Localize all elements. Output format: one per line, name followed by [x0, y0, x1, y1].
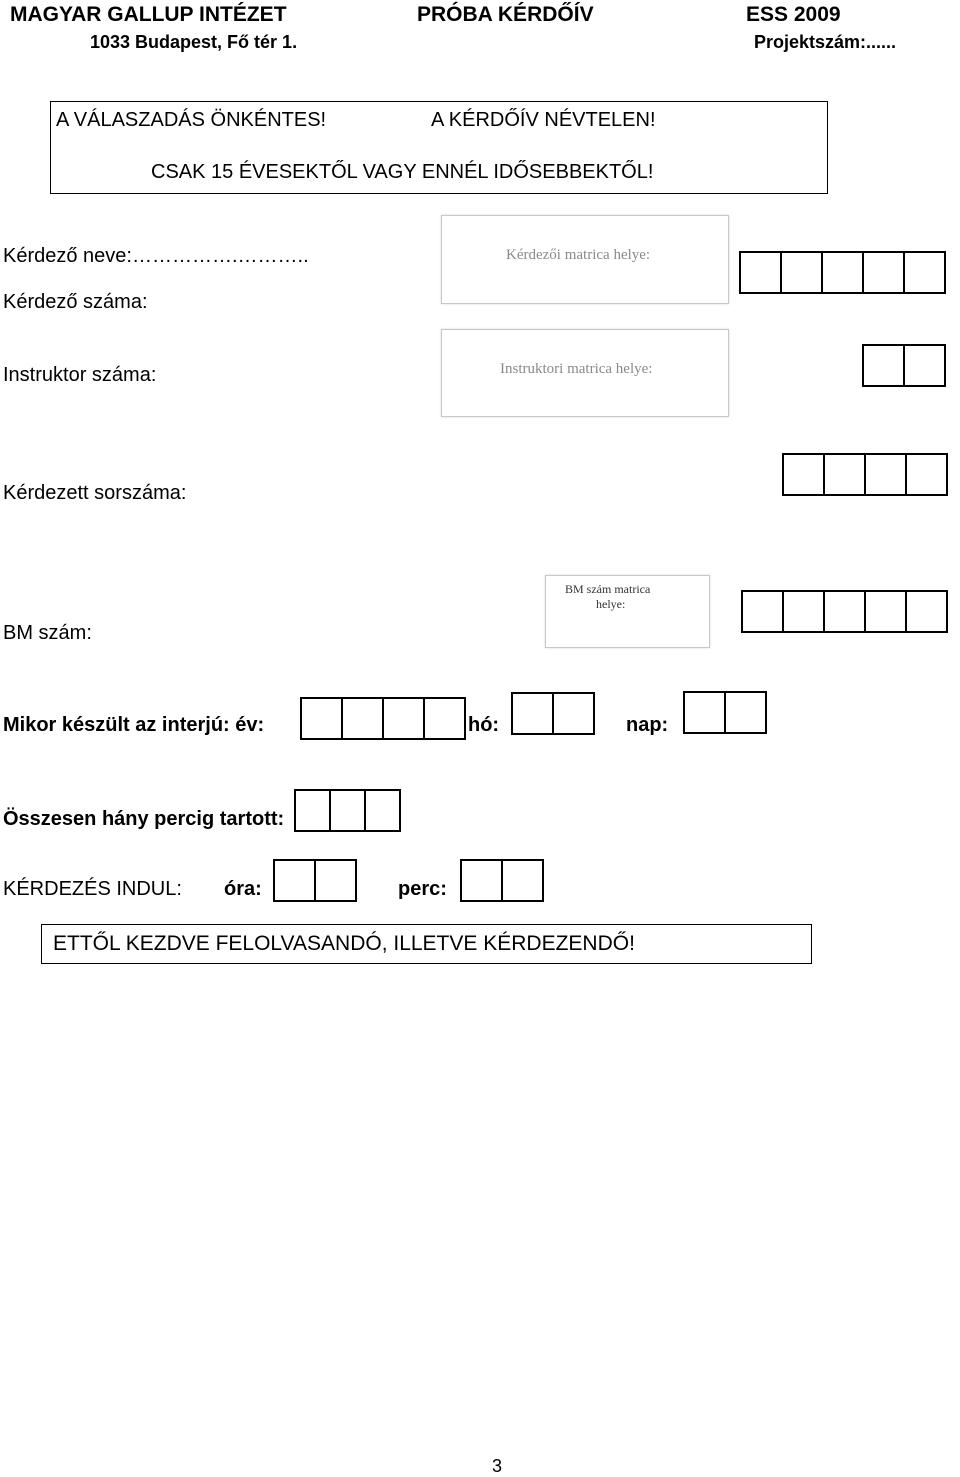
bm-number-label: BM szám: [3, 622, 92, 644]
digit-box[interactable] [903, 251, 946, 294]
project-number: Projektszám:...... [754, 32, 897, 52]
month-boxes [511, 692, 595, 735]
digit-box[interactable] [782, 590, 825, 633]
start-label: KÉRDEZÉS INDUL: [3, 878, 182, 900]
instructor-number-boxes [862, 344, 946, 387]
digit-box[interactable] [329, 789, 366, 832]
digit-box[interactable] [294, 789, 331, 832]
minute-boxes [460, 859, 544, 902]
notice-anonymous: A KÉRDŐÍV NÉVTELEN! [431, 109, 656, 131]
respondent-serial-label: Kérdezett sorszáma: [3, 482, 187, 504]
duration-label: Összesen hány percig tartott: [3, 808, 285, 830]
digit-box[interactable] [683, 691, 726, 734]
digit-box[interactable] [341, 697, 384, 740]
document-title: PRÓBA KÉRDŐÍV [417, 3, 594, 26]
bm-sticker-area [545, 575, 710, 648]
institute-name: MAGYAR GALLUP INTÉZET [10, 3, 287, 26]
digit-box[interactable] [382, 697, 425, 740]
hour-label: óra: [224, 878, 262, 900]
digit-box[interactable] [823, 453, 866, 496]
month-label: hó: [468, 714, 500, 736]
digit-box[interactable] [905, 453, 948, 496]
digit-box[interactable] [864, 590, 907, 633]
digit-box[interactable] [782, 453, 825, 496]
respondent-serial-boxes [782, 453, 948, 496]
digit-box[interactable] [862, 251, 905, 294]
read-aloud-instruction: ETTŐL KEZDVE FELOLVASANDÓ, ILLETVE KÉRDEZENDŐ! [41, 924, 812, 964]
bm-sticker-text-1: BM szám matrica [565, 582, 651, 596]
digit-box[interactable] [501, 859, 544, 902]
day-boxes [683, 691, 767, 734]
notice-voluntary: A VÁLASZADÁS ÖNKÉNTES! [56, 109, 327, 131]
digit-box[interactable] [300, 697, 343, 740]
minute-label: perc: [398, 878, 447, 900]
digit-box[interactable] [423, 697, 466, 740]
digit-box[interactable] [552, 692, 595, 735]
notice-box [50, 101, 828, 194]
interviewer-name-label: Kérdező neve:…………….……….. [3, 245, 309, 267]
digit-box[interactable] [741, 590, 784, 633]
interviewer-number-label: Kérdező száma: [3, 291, 148, 313]
interviewer-sticker-text: Kérdezői matrica helye: [506, 247, 651, 263]
notice-age-limit: CSAK 15 ÉVESEKTŐL VAGY ENNÉL IDŐSEBBEKTŐL! [151, 161, 654, 183]
digit-box[interactable] [314, 859, 357, 902]
bm-number-boxes [741, 590, 948, 633]
digit-box[interactable] [460, 859, 503, 902]
digit-box[interactable] [780, 251, 823, 294]
interviewer-sticker-area [441, 215, 729, 304]
duration-boxes [294, 789, 401, 832]
digit-box[interactable] [821, 251, 864, 294]
year-boxes [300, 697, 466, 740]
day-label: nap: [626, 714, 669, 736]
survey-name: ESS 2009 [746, 3, 841, 26]
digit-box[interactable] [273, 859, 316, 902]
digit-box[interactable] [905, 590, 948, 633]
digit-box[interactable] [823, 590, 866, 633]
page-number: 3 [492, 1456, 503, 1476]
digit-box[interactable] [862, 344, 905, 387]
digit-box[interactable] [903, 344, 946, 387]
instructor-sticker-text: Instruktori matrica helye: [500, 361, 653, 377]
instructor-sticker-area [441, 329, 729, 417]
hour-boxes [273, 859, 357, 902]
digit-box[interactable] [364, 789, 401, 832]
digit-box[interactable] [864, 453, 907, 496]
digit-box[interactable] [511, 692, 554, 735]
instructor-number-label: Instruktor száma: [3, 364, 157, 386]
institute-address: 1033 Budapest, Fő tér 1. [90, 32, 298, 52]
digit-box[interactable] [724, 691, 767, 734]
interview-date-label: Mikor készült az interjú: év: [3, 714, 265, 736]
digit-box[interactable] [739, 251, 782, 294]
bm-sticker-text-2: helye: [596, 597, 626, 611]
interviewer-number-boxes [739, 251, 946, 294]
